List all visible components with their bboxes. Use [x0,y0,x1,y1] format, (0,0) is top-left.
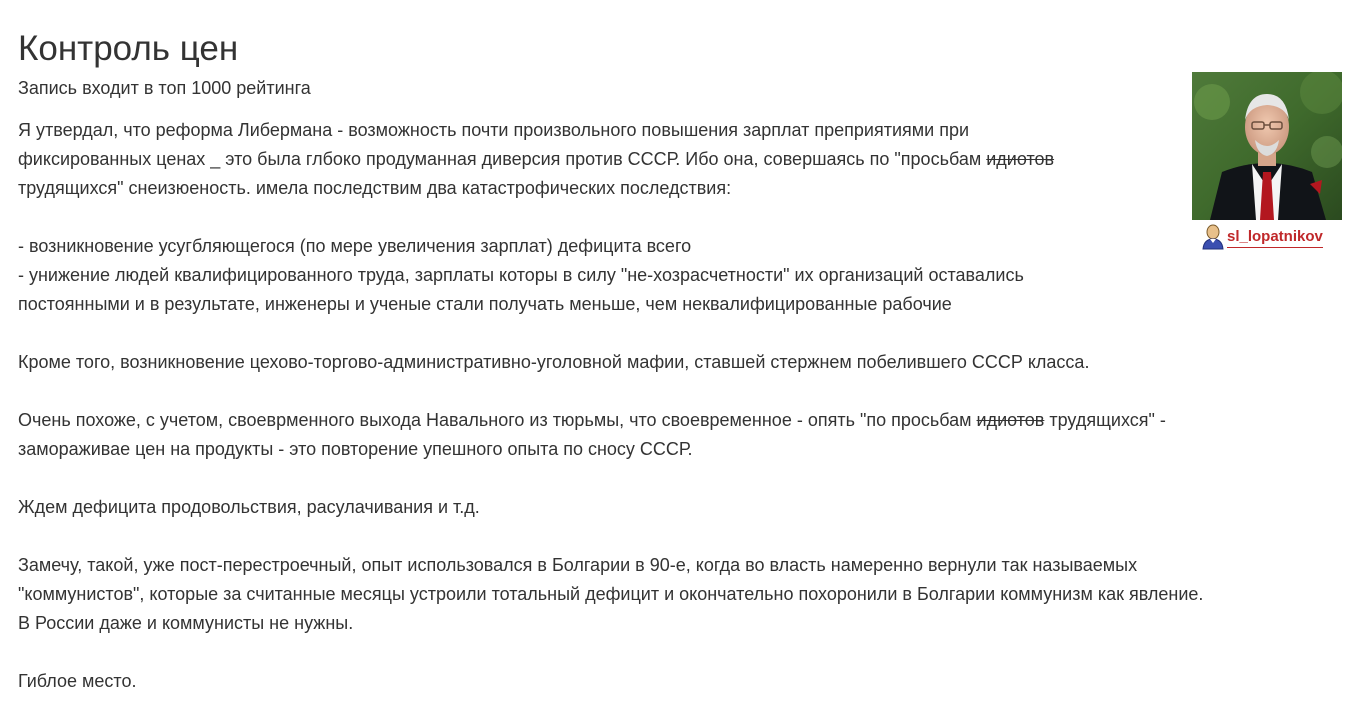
body-line: Я утвердал, что реформа Либермана - возможность почти произвольного повышения зарплат преприятиями при [18,120,970,140]
paragraph-gap [18,203,1318,232]
body-line: замораживае цен на продукты - это повторение упешного опыта по сносу СССР. [18,439,693,459]
body-line: трудящихся" снеизюеность. имела последствим два катастрофических последствия: [18,178,732,198]
paragraph-gap [18,464,1318,493]
body-line: Гиблое место. [18,671,137,691]
author-username[interactable]: sl_lopatnikov [1227,227,1323,248]
body-line: Ждем дефицита продовольствия, расулачивания и т.д. [18,497,480,517]
body-line: Замечу, такой, уже пост-перестроечный, опыт использовался в Болгарии в 90-е, когда во власть намеренно вернули так называемых [18,555,1138,575]
body-line [18,145,1318,174]
body-text: трудящихся" - [1044,410,1166,430]
body-text: фиксированных ценах _ это была глбоко продуманная диверсия против СССР. Ибо она, совершаясь по "просьбам [18,149,987,169]
body-line: В России даже и коммунисты не нужны. [18,613,354,633]
paragraph-gap [18,319,1318,348]
strikethrough-text: идиотов [986,149,1055,169]
strikethrough-text: идиотов [976,410,1045,430]
body-line: Кроме того, возникновение цехово-торгово-административно-уголовной мафии, ставшей стержнем побелившего СССР класса. [18,352,1090,372]
body-line: "коммунистов", которые за считанные месяцы устроили тотальный дефицит и окончательно похоронили в Болгарии коммунизм как явление. [18,584,1204,604]
bullet-line: - возникновение усугбляющегося (по мере увеличения зарплат) дефицита всего [18,236,692,256]
post-title: Контроль цен [18,29,239,68]
paragraph-gap [18,377,1318,406]
paragraph-gap [18,638,1318,667]
bullet-line: - унижение людей квалифицированного труда, зарплаты которы в силу "не-хозрасчетности" их организаций оставались [18,265,1024,285]
body-line [18,406,1318,435]
post-body [18,116,1318,696]
body-text: Очень похоже, с учетом, своеврменного выхода Навального из тюрьмы, что своевременное - опять "по просьбам [18,410,977,430]
paragraph-gap [18,522,1318,551]
rating-note: Запись входит в топ 1000 рейтинга [18,78,311,98]
body-line: постоянными и в результате, инженеры и ученые стали получать меньше, чем неквалифицированные рабочие [18,294,952,314]
